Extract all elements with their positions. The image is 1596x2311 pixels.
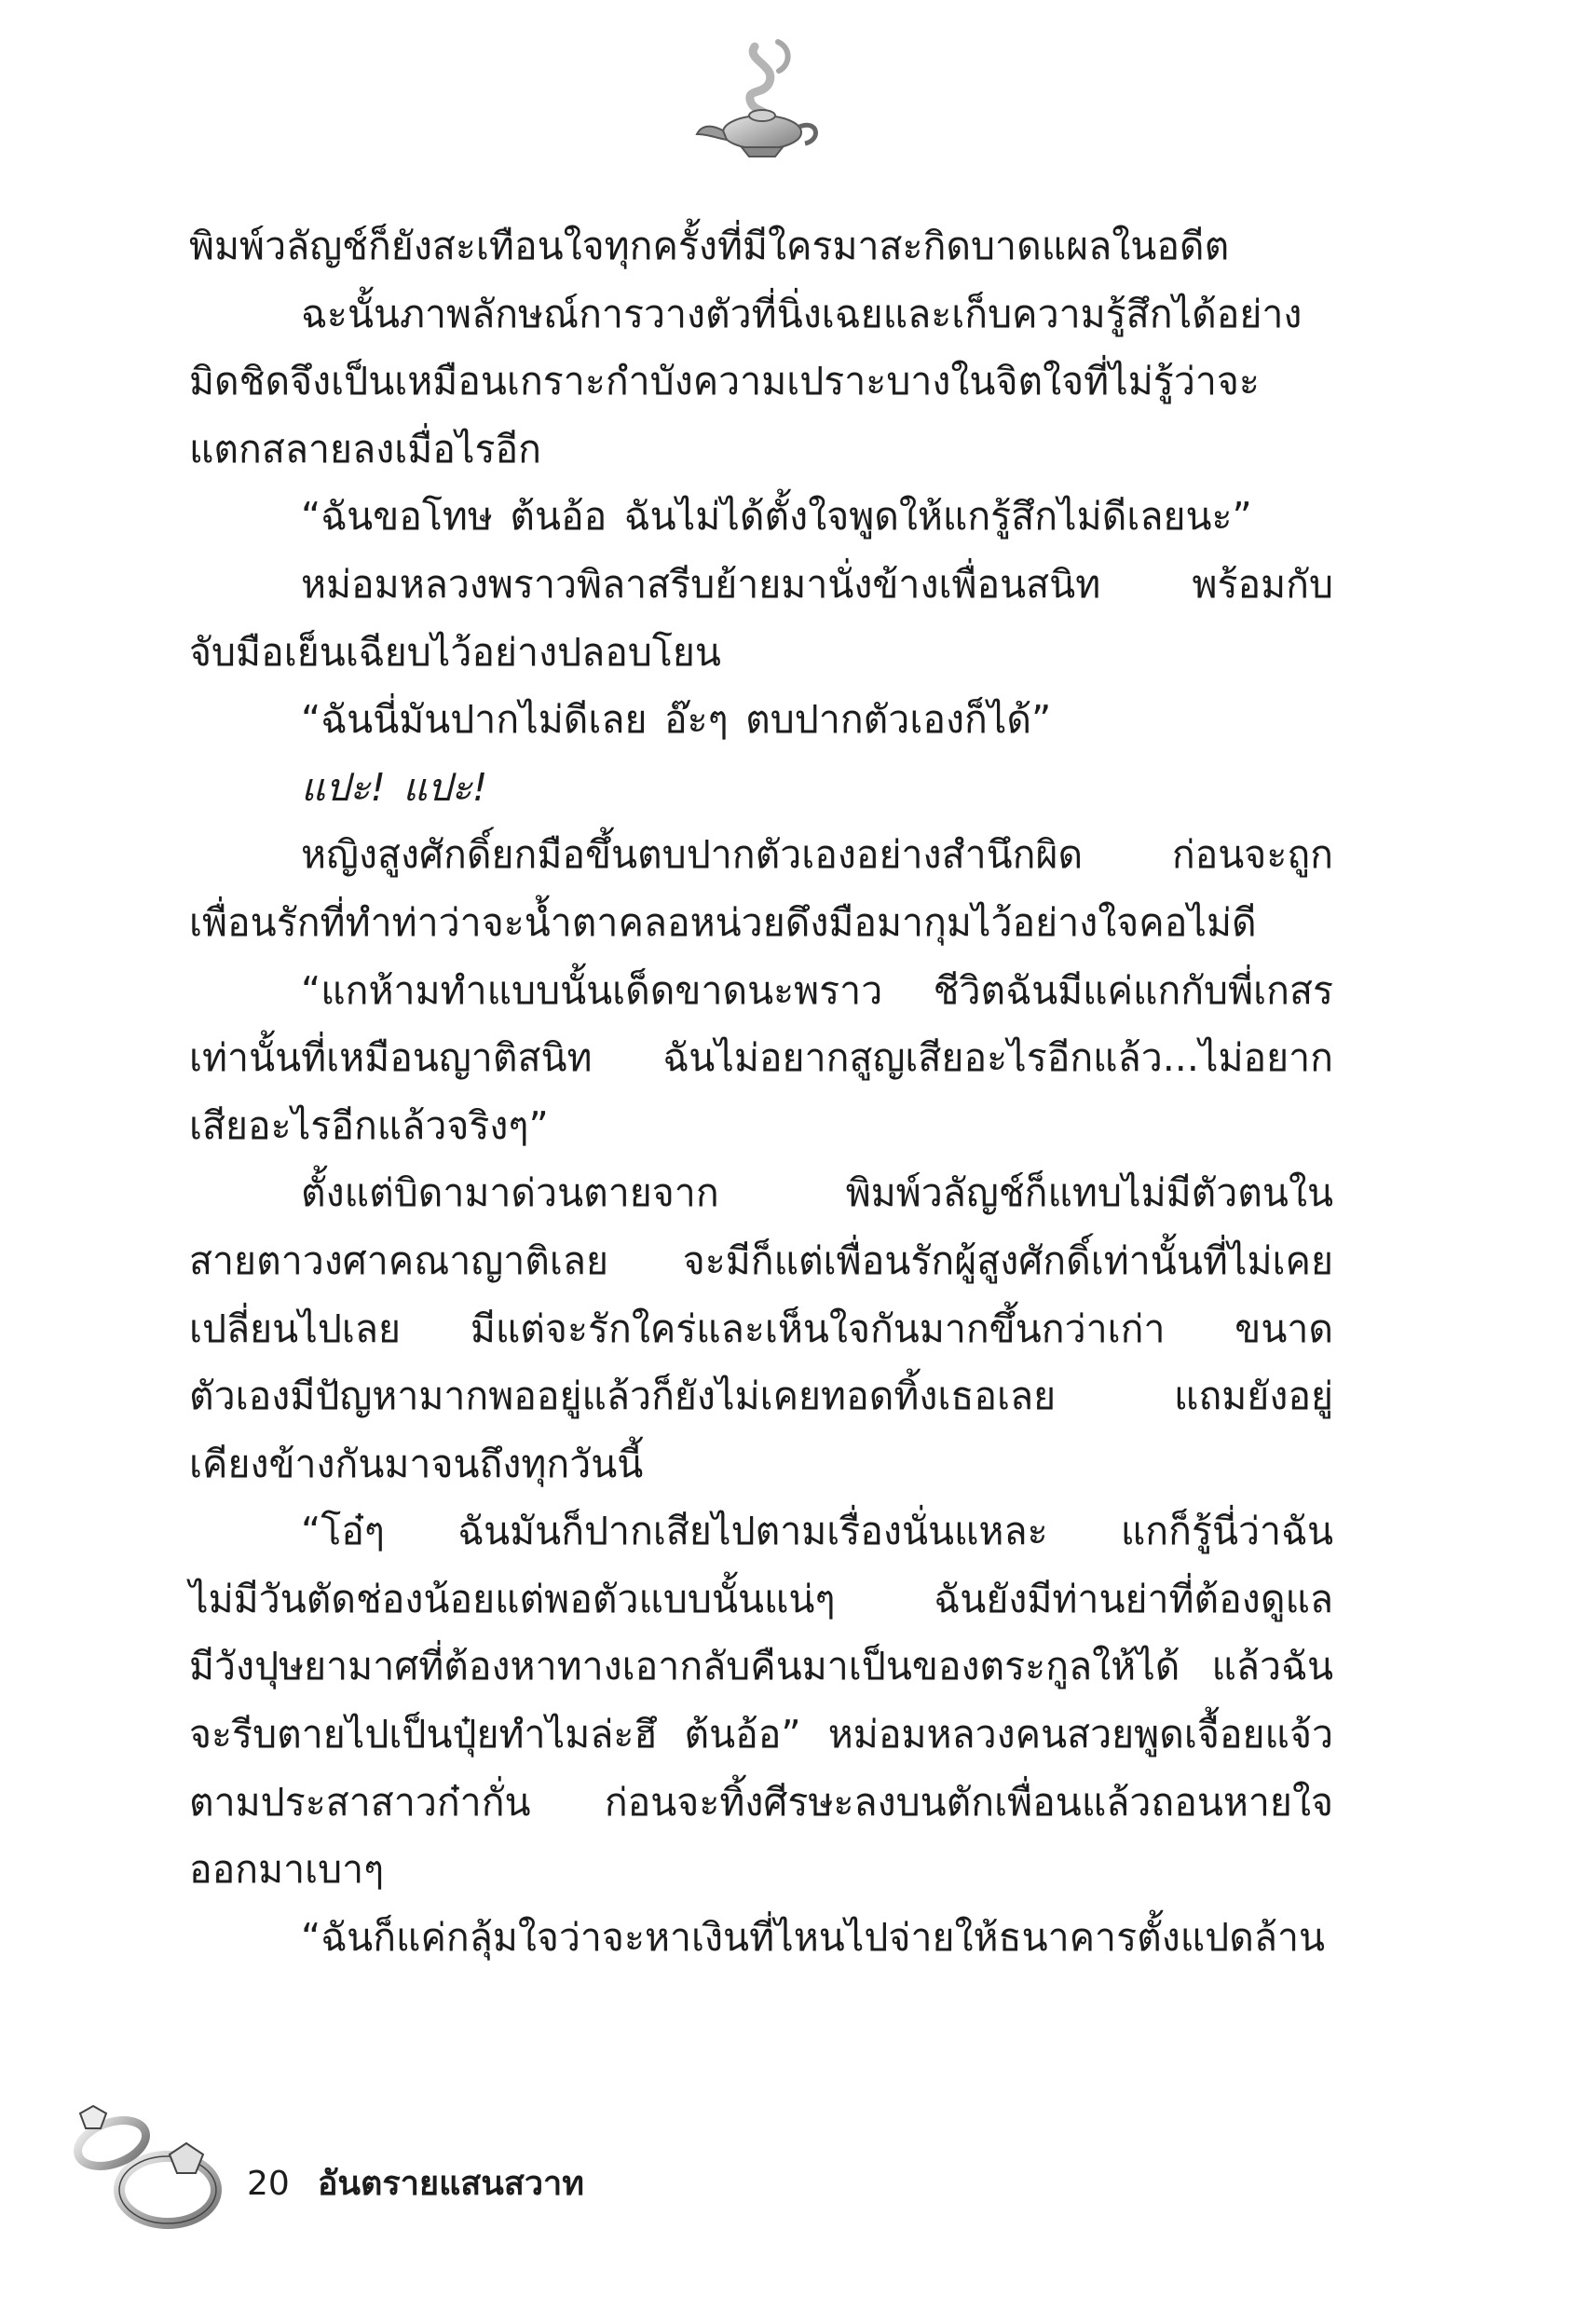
- text-segment: “โอ๋ๆ: [301, 1509, 385, 1554]
- text-segment: จับมือเย็นเฉียบไว้อย่างปลอบโยน: [189, 629, 721, 675]
- text-line: [189, 1430, 1333, 1498]
- text-line: [189, 1295, 1333, 1363]
- text-segment: ฉะนั้นภาพลักษณ์การวางตัวที่นิ่งเฉยและเก็บความรู้สึกได้อย่าง: [301, 291, 1303, 336]
- text-line: [189, 483, 1333, 551]
- text-line: [189, 1362, 1333, 1430]
- text-line: [189, 1497, 1333, 1566]
- text-segment: หญิงสูงศักดิ์ยกมือขึ้นตบปากตัวเองอย่างสำนึกผิด: [301, 832, 1084, 878]
- text-segment: ขนาด: [1235, 1306, 1333, 1351]
- text-segment: จะมีก็แต่เพื่อนรักผู้สูงศักดิ์เท่านั้นที่ไม่เคย: [682, 1238, 1333, 1283]
- text-line: [189, 1159, 1333, 1227]
- text-segment: มีวังปุษยามาศที่ต้องหาทางเอากลับคืนมาเป็นของตระกูลให้ได้: [189, 1644, 1180, 1689]
- text-segment: แถมยังอยู่: [1174, 1374, 1333, 1419]
- text-line: [189, 416, 1333, 484]
- text-segment: อ๊ะๆ: [664, 697, 729, 743]
- text-line: [189, 686, 1333, 754]
- text-line: [189, 1904, 1333, 1972]
- text-segment: แปะ!: [301, 764, 386, 810]
- text-segment: มีแต่จะรักใคร่และเห็นใจกันมากขึ้นกว่าเก่า: [470, 1306, 1166, 1351]
- text-segment: ตบปากตัวเองก็ได้”: [745, 697, 1052, 743]
- diamond-rings-icon: [56, 2087, 233, 2246]
- genie-lamp-icon: [689, 37, 829, 168]
- text-segment: ชีวิตฉันมีแค่แกกับพี่เกสร: [933, 967, 1333, 1013]
- text-line: [189, 889, 1333, 957]
- text-line: [189, 212, 1333, 280]
- page-number: 20: [247, 2165, 290, 2203]
- text-line: [189, 957, 1333, 1025]
- text-line: [189, 619, 1333, 687]
- text-segment: แปะ!: [402, 764, 488, 810]
- text-segment: หม่อมหลวงคนสวยพูดเจื้อยแจ้ว: [827, 1712, 1333, 1757]
- text-segment: เปลี่ยนไปเลย: [189, 1306, 402, 1351]
- text-line: [189, 1092, 1333, 1160]
- text-segment: พิมพ์วลัญช์ก็ยังสะเทือนใจทุกครั้งที่มีใครมาสะกิดบาดแผลในอดีต: [189, 224, 1230, 268]
- text-segment: แล้วฉัน: [1211, 1644, 1333, 1689]
- book-title: อันตรายแสนสวาท: [317, 2165, 584, 2203]
- text-segment: ก่อนจะทิ้งศีรษะลงบนตักเพื่อนแล้วถอนหายใจ: [604, 1779, 1333, 1825]
- text-segment: จะรีบตายไปเป็นปุ๋ยทำไมล่ะฮึ: [189, 1712, 658, 1757]
- body-text: [189, 212, 1333, 1971]
- text-segment: พร้อมกับ: [1192, 561, 1333, 607]
- text-segment: หม่อมหลวงพราวพิลาสรีบย้ายมานั่งข้างเพื่อนสนิท: [301, 561, 1101, 607]
- text-line: [189, 1633, 1333, 1701]
- text-segment: “ฉันขอโทษ: [301, 494, 493, 540]
- text-line: [189, 1024, 1333, 1092]
- text-segment: ฉันยังมีท่านย่าที่ต้องดูแล: [934, 1576, 1333, 1621]
- text-segment: “ฉันก็แค่กลุ้มใจว่าจะหาเงินที่ไหนไปจ่ายให้ธนาคารตั้งแปดล้าน: [301, 1914, 1325, 1960]
- text-segment: ตัวเองมีปัญหามากพออยู่แล้วก็ยังไม่เคยทอดทิ้งเธอเลย: [189, 1374, 1057, 1419]
- text-line: [189, 1227, 1333, 1295]
- text-line: [189, 1566, 1333, 1634]
- text-segment: ต้นอ้อ”: [684, 1712, 801, 1757]
- text-line: [189, 1836, 1333, 1904]
- text-segment: ก่อนจะถูก: [1171, 832, 1333, 878]
- text-segment: เคียงข้างกันมาจนถึงทุกวันนี้: [189, 1441, 644, 1486]
- text-line: [189, 551, 1333, 619]
- text-line: [189, 821, 1333, 889]
- text-segment: เท่านั้นที่เหมือนญาติสนิท: [189, 1035, 593, 1081]
- text-segment: ต้นอ้อ: [510, 494, 607, 540]
- text-segment: ฉันมันก็ปากเสียไปตามเรื่องนั่นแหละ: [457, 1509, 1048, 1554]
- text-segment: ตั้งแต่บิดามาด่วนตายจาก: [301, 1170, 719, 1216]
- text-segment: ออกมาเบาๆ: [189, 1847, 385, 1893]
- text-segment: แกก็รู้นี่ว่าฉัน: [1120, 1509, 1333, 1554]
- text-segment: แตกสลายลงเมื่อไรอีก: [189, 426, 541, 472]
- text-line: [189, 754, 1333, 822]
- text-line: [189, 1769, 1333, 1837]
- text-segment: มิดชิดจึงเป็นเหมือนเกราะกำบังความเปราะบางในจิตใจที่ไม่รู้ว่าจะ: [189, 359, 1260, 404]
- text-segment: “ฉันนี่มันปากไม่ดีเลย: [301, 697, 648, 743]
- text-segment: เพื่อนรักที่ทำท่าว่าจะน้ำตาคลอหน่วยดึงมือมากุมไว้อย่างใจคอไม่ดี: [189, 899, 1257, 945]
- text-segment: ไม่มีวันตัดช่องน้อยแต่พอตัวแบบนั้นแน่ๆ: [189, 1576, 836, 1621]
- text-segment: สายตาวงศาคณาญาติเลย: [189, 1238, 609, 1283]
- page-footer: [247, 2156, 584, 2212]
- text-segment: ตามประสาสาวก๋ากั่น: [189, 1779, 531, 1825]
- text-line: [189, 280, 1333, 349]
- text-line: [189, 1701, 1333, 1769]
- text-segment: พิมพ์วลัญช์ก็แทบไม่มีตัวตนใน: [845, 1170, 1333, 1216]
- text-line: [189, 348, 1333, 416]
- text-segment: เสียอะไรอีกแล้วจริงๆ”: [189, 1102, 549, 1148]
- text-segment: ฉันไม่ได้ตั้งใจพูดให้แกรู้สึกไม่ดีเลยนะ”: [623, 494, 1252, 540]
- text-segment: ฉันไม่อยากสูญเสียอะไรอีกแล้ว...ไม่อยาก: [662, 1035, 1333, 1081]
- text-segment: “แกห้ามทำแบบนั้นเด็ดขาดนะพราว: [301, 967, 883, 1013]
